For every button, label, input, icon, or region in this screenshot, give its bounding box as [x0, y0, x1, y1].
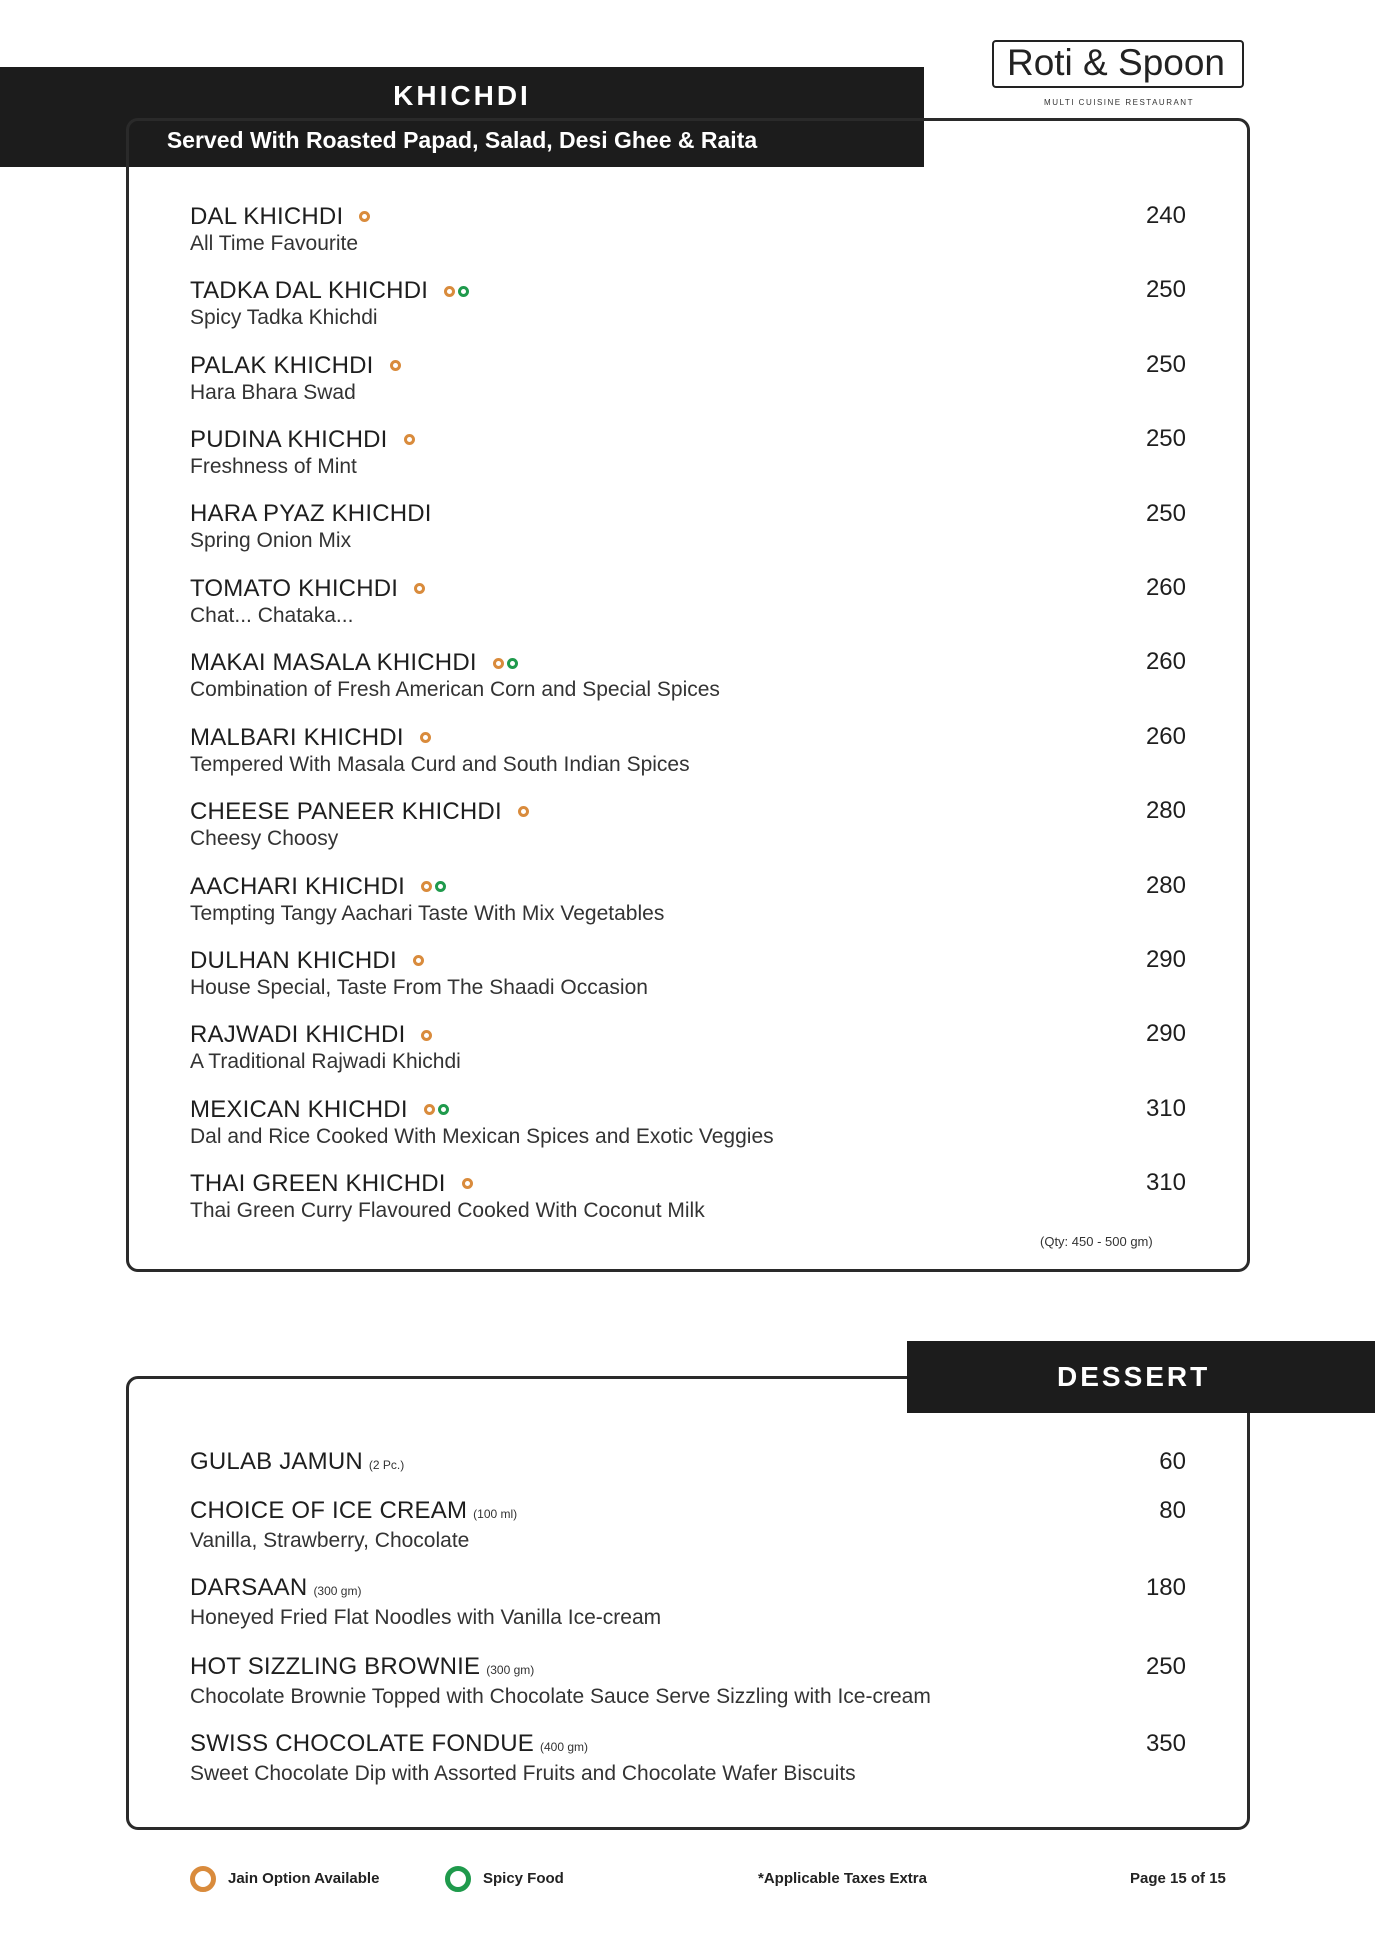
item-price: 80 [1159, 1497, 1186, 1524]
item-name-line [190, 500, 1190, 528]
item-name: HARA PYAZ KHICHDI [190, 499, 432, 527]
jain-icon [359, 211, 370, 222]
page-number: Page 15 of 15 [1130, 1870, 1226, 1887]
item-name-line [190, 1574, 1190, 1605]
dessert-item [190, 1653, 1190, 1723]
menu-item [190, 276, 1190, 346]
item-name-line [190, 574, 1190, 603]
item-name: CHOICE OF ICE CREAM [190, 1497, 468, 1524]
item-diet-icons [359, 202, 373, 230]
item-price: 250 [1145, 350, 1186, 378]
item-diet-icons [493, 648, 521, 676]
item-qty: (2 Pc.) [368, 1458, 405, 1472]
item-description: Tempting Tangy Aachari Taste With Mix Vegetables [190, 901, 665, 925]
jain-icon [413, 955, 424, 966]
taxes-note: *Applicable Taxes Extra [758, 1870, 927, 1887]
item-description: Cheesy Choosy [190, 827, 339, 851]
item-diet-icons [421, 872, 449, 900]
item-price: 350 [1145, 1730, 1186, 1757]
item-description: All Time Favourite [190, 232, 359, 255]
spicy-icon [435, 881, 446, 892]
item-name: SWISS CHOCOLATE FONDUE [190, 1730, 534, 1757]
item-price: 250 [1145, 425, 1186, 453]
menu-item [190, 1095, 1190, 1165]
item-name-line [190, 1497, 1190, 1528]
item-name-line [190, 648, 1190, 677]
item-description: Tempered With Masala Curd and South Indian Spices [190, 752, 690, 776]
jain-icon [518, 806, 529, 817]
item-description: Dal and Rice Cooked With Mexican Spices and Exotic Veggies [190, 1124, 774, 1148]
item-price: 280 [1145, 871, 1186, 899]
item-name: TADKA DAL KHICHDI [190, 277, 429, 305]
item-name: DULHAN KHICHDI [190, 947, 397, 974]
item-name: PUDINA KHICHDI [190, 426, 388, 454]
item-price: 180 [1145, 1574, 1186, 1601]
jain-icon [414, 583, 425, 594]
item-price: 260 [1145, 574, 1186, 601]
item-diet-icons [390, 351, 404, 379]
item-description: Combination of Fresh American Corn and Special Spices [190, 678, 720, 702]
item-name-line [190, 946, 1190, 975]
item-qty: (100 ml) [473, 1507, 518, 1521]
jain-legend-icon [190, 1866, 216, 1892]
jain-icon [404, 434, 415, 445]
item-description: Hara Bhara Swad [190, 380, 356, 404]
menu-item [190, 574, 1190, 644]
item-name-line [190, 723, 1190, 752]
item-price: 250 [1145, 499, 1186, 527]
spicy-legend-label: Spicy Food [483, 1870, 564, 1887]
dessert-item [190, 1730, 1190, 1800]
menu-item [190, 1020, 1190, 1090]
menu-item [190, 202, 1190, 272]
item-diet-icons [421, 1020, 435, 1048]
item-name: GULAB JAMUN [190, 1448, 363, 1475]
item-name: DAL KHICHDI [190, 203, 344, 230]
jain-icon [421, 1030, 432, 1041]
item-diet-icons [518, 797, 532, 825]
item-description: House Special, Taste From The Shaadi Occasion [190, 976, 648, 999]
item-name-line [190, 1448, 1190, 1479]
menu-item [190, 872, 1190, 942]
item-qty: (300 gm) [486, 1663, 535, 1677]
spicy-icon [507, 658, 518, 669]
jain-icon [390, 360, 401, 371]
jain-icon [424, 1104, 435, 1115]
item-diet-icons [414, 574, 428, 602]
menu-item [190, 723, 1190, 793]
item-qty: (300 gm) [313, 1584, 362, 1598]
item-price: 250 [1145, 276, 1186, 304]
item-name-line [190, 202, 1190, 231]
item-description: Spring Onion Mix [190, 528, 352, 552]
item-name: MEXICAN KHICHDI [190, 1095, 408, 1123]
dessert-title: DESSERT [1057, 1361, 1211, 1392]
item-name-line [190, 1020, 1190, 1049]
menu-item [190, 946, 1190, 1016]
item-diet-icons [413, 946, 427, 974]
item-name: THAI GREEN KHICHDI [190, 1170, 446, 1198]
spicy-legend-icon [445, 1866, 471, 1892]
menu-item [190, 648, 1190, 718]
item-name: RAJWADI KHICHDI [190, 1021, 406, 1049]
item-price: 260 [1145, 648, 1186, 676]
logo-tagline: MULTI CUISINE RESTAURANT [1044, 98, 1194, 107]
spicy-icon [458, 286, 469, 297]
item-name-line [190, 872, 1190, 901]
jain-icon [420, 732, 431, 743]
item-description: Chat... Chataka... [190, 604, 354, 627]
item-description: Sweet Chocolate Dip with Assorted Fruits and Chocolate Wafer Biscuits [190, 1762, 856, 1785]
jain-icon [462, 1178, 473, 1189]
item-name: CHEESE PANEER KHICHDI [190, 798, 502, 826]
item-name: MAKAI MASALA KHICHDI [190, 649, 477, 677]
item-price: 60 [1159, 1448, 1186, 1475]
item-name: HOT SIZZLING BROWNIE [190, 1653, 481, 1680]
jain-icon [421, 881, 432, 892]
item-name-line [190, 1095, 1190, 1124]
item-price: 260 [1145, 722, 1186, 750]
dessert-item [190, 1574, 1190, 1644]
dessert-header [907, 1341, 1375, 1413]
item-description: A Traditional Rajwadi Khichdi [190, 1050, 461, 1074]
item-name: MALBARI KHICHDI [190, 723, 404, 751]
item-name-line [190, 425, 1190, 454]
restaurant-logo [990, 40, 1250, 116]
item-description: Vanilla, Strawberry, Chocolate [190, 1529, 470, 1552]
item-description: Thai Green Curry Flavoured Cooked With Coconut Milk [190, 1199, 705, 1223]
dessert-item [190, 1497, 1190, 1567]
spicy-icon [438, 1104, 449, 1115]
section-title: KHICHDI [393, 80, 531, 111]
item-name-line [190, 351, 1190, 380]
menu-item [190, 797, 1190, 867]
item-price: 310 [1145, 1169, 1186, 1197]
item-description: Honeyed Fried Flat Noodles with Vanilla Ice-cream [190, 1606, 662, 1629]
item-name: PALAK KHICHDI [190, 351, 374, 379]
menu-item [190, 500, 1190, 570]
item-name-line [190, 1169, 1190, 1198]
logo-text: Roti & Spoon [1006, 42, 1226, 83]
item-name-line [190, 797, 1190, 826]
menu-item [190, 425, 1190, 495]
item-price: 290 [1145, 946, 1186, 973]
item-diet-icons [424, 1095, 452, 1123]
item-description: Spicy Tadka Khichdi [190, 306, 378, 330]
item-name-line [190, 1653, 1190, 1684]
jain-icon [493, 658, 504, 669]
item-price: 290 [1145, 1020, 1186, 1048]
item-name: TOMATO KHICHDI [190, 575, 399, 602]
qty-note: (Qty: 450 - 500 gm) [1040, 1234, 1153, 1249]
jain-icon [444, 286, 455, 297]
jain-legend-label: Jain Option Available [228, 1870, 380, 1887]
item-name-line [190, 276, 1190, 305]
item-description: Freshness of Mint [190, 455, 357, 479]
item-name-line [190, 1730, 1190, 1761]
item-diet-icons [444, 276, 472, 304]
item-diet-icons [462, 1169, 476, 1197]
item-name: DARSAAN [190, 1574, 308, 1601]
item-diet-icons [420, 723, 434, 751]
item-name: AACHARI KHICHDI [190, 872, 406, 900]
item-description: Chocolate Brownie Topped with Chocolate Sauce Serve Sizzling with Ice-cream [190, 1685, 931, 1708]
item-price: 280 [1145, 797, 1186, 825]
section-subtitle: Served With Roasted Papad, Salad, Desi Ghee & Raita [166, 127, 758, 153]
item-price: 250 [1145, 1653, 1186, 1680]
item-price: 310 [1145, 1094, 1186, 1122]
item-diet-icons [404, 425, 418, 453]
menu-item [190, 351, 1190, 421]
item-price: 240 [1145, 202, 1186, 229]
menu-item [190, 1169, 1190, 1239]
item-qty: (400 gm) [540, 1740, 589, 1754]
